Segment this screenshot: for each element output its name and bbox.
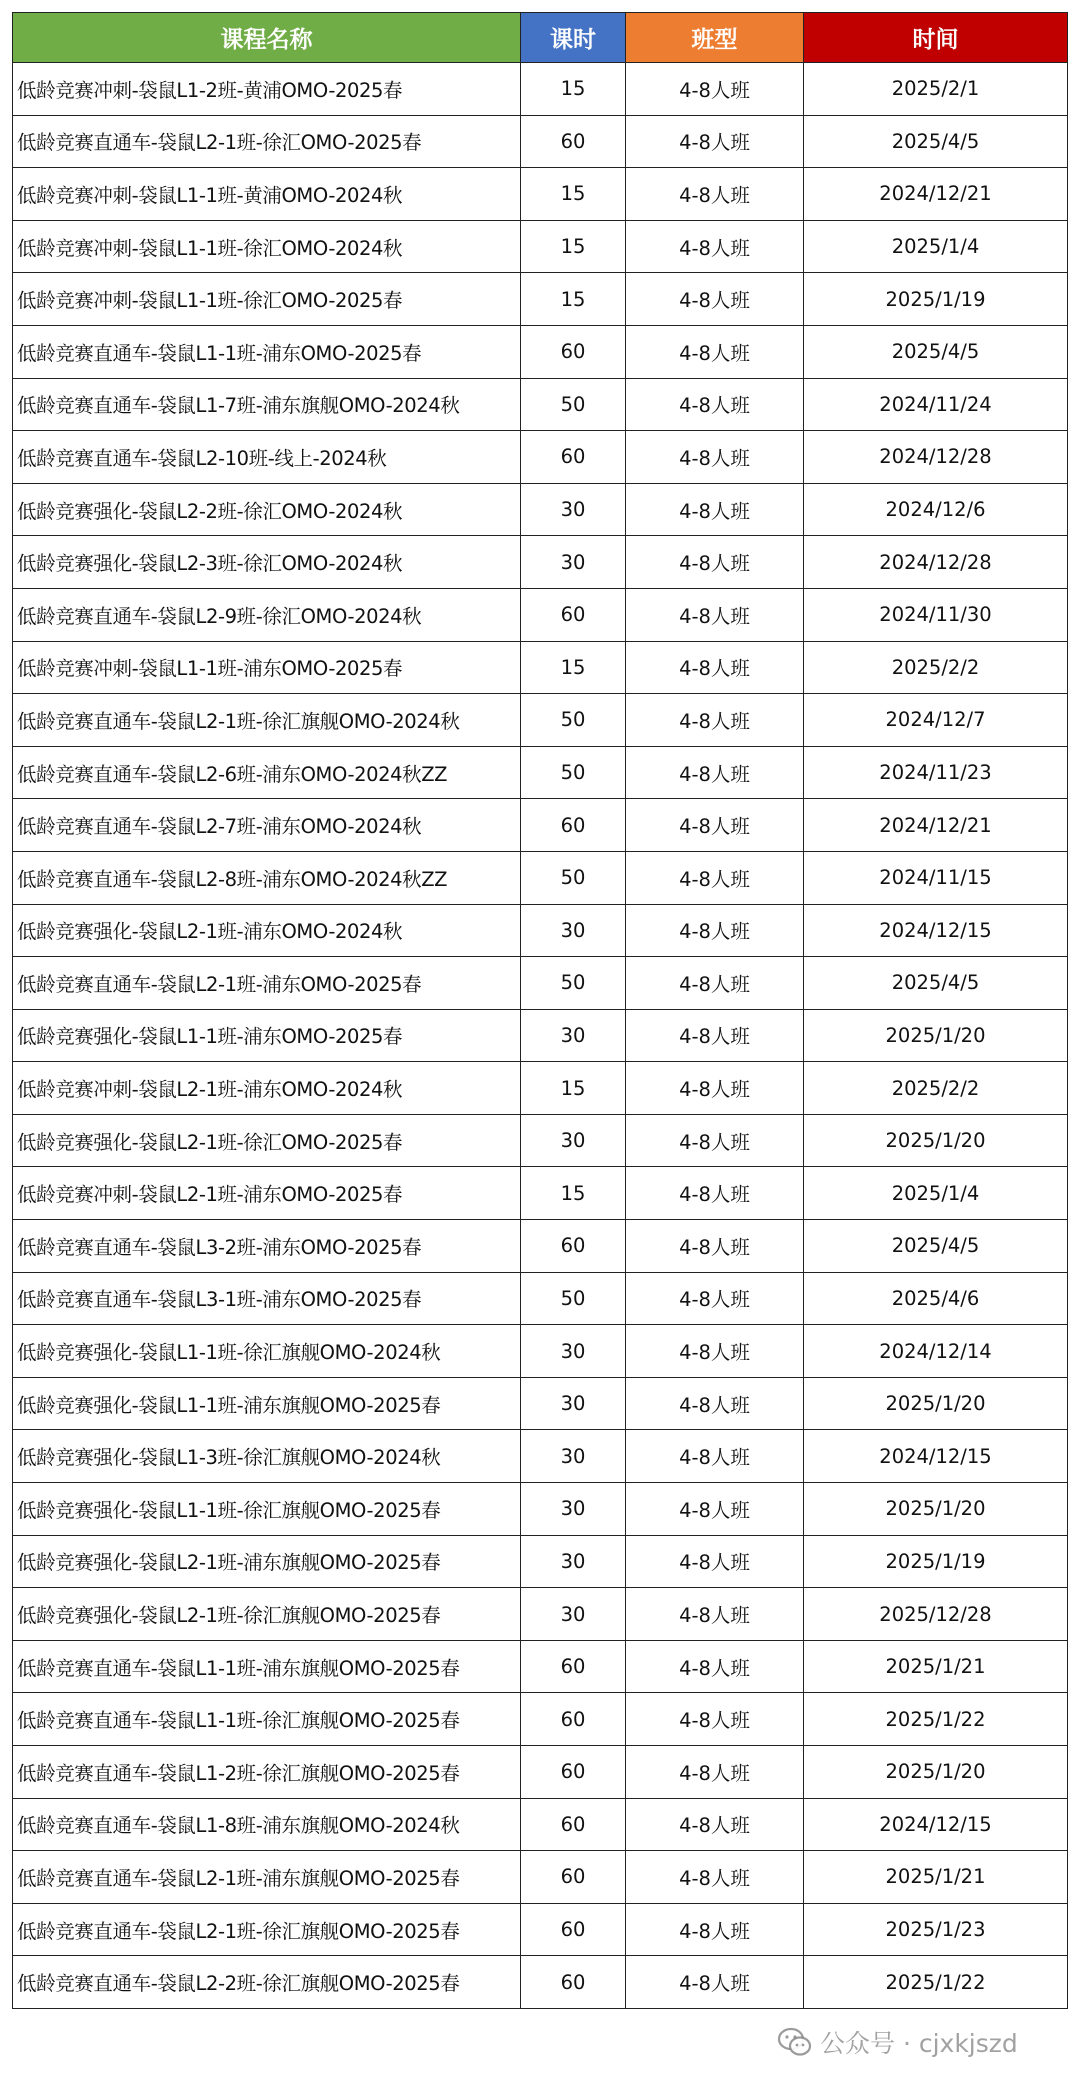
course-name-cell: 低龄竞赛冲刺-袋鼠L1-1班-徐汇OMO-2025春 (13, 273, 521, 326)
course-name-cell: 低龄竞赛直通车-袋鼠L2-8班-浦东OMO-2024秋ZZ (13, 851, 521, 904)
class-type-cell: 4-8人班 (626, 641, 804, 694)
table-row (13, 1851, 1068, 1904)
table-row (13, 746, 1068, 799)
hours-cell: 60 (521, 1746, 626, 1799)
date-cell: 2025/1/19 (804, 273, 1068, 326)
hours-cell: 30 (521, 1377, 626, 1430)
table-row (13, 1167, 1068, 1220)
table-row (13, 641, 1068, 694)
course-name-cell: 低龄竞赛强化-袋鼠L1-1班-徐汇旗舰OMO-2025春 (13, 1483, 521, 1536)
class-type-cell: 4-8人班 (626, 1535, 804, 1588)
table-header (13, 13, 1068, 63)
hours-cell: 30 (521, 1588, 626, 1641)
course-name-cell: 低龄竞赛直通车-袋鼠L1-1班-浦东旗舰OMO-2025春 (13, 1640, 521, 1693)
hours-cell: 60 (521, 325, 626, 378)
date-cell: 2024/12/28 (804, 536, 1068, 589)
hours-cell: 15 (521, 220, 626, 273)
date-cell: 2025/4/5 (804, 957, 1068, 1010)
course-name-cell: 低龄竞赛冲刺-袋鼠L2-1班-浦东OMO-2024秋 (13, 1062, 521, 1115)
date-cell: 2024/12/28 (804, 431, 1068, 484)
date-cell: 2025/1/22 (804, 1956, 1068, 2009)
hours-cell: 50 (521, 694, 626, 747)
hours-cell: 15 (521, 1167, 626, 1220)
class-type-cell: 4-8人班 (626, 904, 804, 957)
date-cell: 2025/1/20 (804, 1114, 1068, 1167)
table-row (13, 1430, 1068, 1483)
hours-cell: 30 (521, 483, 626, 536)
date-cell: 2024/12/7 (804, 694, 1068, 747)
hours-cell: 15 (521, 63, 626, 116)
date-cell: 2025/1/20 (804, 1377, 1068, 1430)
course-name-cell: 低龄竞赛直通车-袋鼠L2-1班-浦东OMO-2025春 (13, 957, 521, 1010)
table-row (13, 536, 1068, 589)
date-cell: 2025/4/5 (804, 325, 1068, 378)
class-type-cell: 4-8人班 (626, 1325, 804, 1378)
date-cell: 2024/12/6 (804, 483, 1068, 536)
date-cell: 2025/12/28 (804, 1588, 1068, 1641)
class-type-cell: 4-8人班 (626, 694, 804, 747)
class-type-cell: 4-8人班 (626, 1483, 804, 1536)
watermark (778, 2024, 1018, 2060)
hours-cell: 30 (521, 1535, 626, 1588)
table-row (13, 431, 1068, 484)
table-row (13, 1746, 1068, 1799)
date-cell: 2025/1/20 (804, 1483, 1068, 1536)
course-name-cell: 低龄竞赛直通车-袋鼠L3-1班-浦东OMO-2025春 (13, 1272, 521, 1325)
course-name-cell: 低龄竞赛直通车-袋鼠L2-9班-徐汇OMO-2024秋 (13, 588, 521, 641)
hours-cell: 60 (521, 1798, 626, 1851)
hours-cell: 60 (521, 431, 626, 484)
date-cell: 2024/11/24 (804, 378, 1068, 431)
class-type-cell: 4-8人班 (626, 1956, 804, 2009)
course-name-cell: 低龄竞赛直通车-袋鼠L1-2班-徐汇旗舰OMO-2025春 (13, 1746, 521, 1799)
hours-cell: 50 (521, 746, 626, 799)
hours-cell: 60 (521, 115, 626, 168)
table-row (13, 1114, 1068, 1167)
table-row (13, 957, 1068, 1010)
watermark-text: 公众号 · cjxkjszd (820, 2029, 1018, 2058)
course-name-cell: 低龄竞赛直通车-袋鼠L1-1班-徐汇旗舰OMO-2025春 (13, 1693, 521, 1746)
class-type-cell: 4-8人班 (626, 1851, 804, 1904)
date-cell: 2025/2/1 (804, 63, 1068, 116)
class-type-cell: 4-8人班 (626, 483, 804, 536)
course-name-cell: 低龄竞赛直通车-袋鼠L2-1班-徐汇旗舰OMO-2024秋 (13, 694, 521, 747)
table-row (13, 694, 1068, 747)
class-type-cell: 4-8人班 (626, 799, 804, 852)
hours-cell: 15 (521, 273, 626, 326)
class-type-cell: 4-8人班 (626, 1430, 804, 1483)
header-hours: 课时 (521, 13, 626, 63)
table-row (13, 273, 1068, 326)
hours-cell: 60 (521, 1956, 626, 2009)
class-type-cell: 4-8人班 (626, 325, 804, 378)
table-row (13, 1009, 1068, 1062)
table-row (13, 1272, 1068, 1325)
class-type-cell: 4-8人班 (626, 746, 804, 799)
course-name-cell: 低龄竞赛冲刺-袋鼠L1-1班-黄浦OMO-2024秋 (13, 168, 521, 221)
table-row (13, 904, 1068, 957)
date-cell: 2024/11/23 (804, 746, 1068, 799)
hours-cell: 60 (521, 1903, 626, 1956)
table-row (13, 1483, 1068, 1536)
date-cell: 2024/12/21 (804, 168, 1068, 221)
class-type-cell: 4-8人班 (626, 588, 804, 641)
class-type-cell: 4-8人班 (626, 63, 804, 116)
header-row (13, 13, 1068, 63)
course-name-cell: 低龄竞赛直通车-袋鼠L2-1班-浦东旗舰OMO-2025春 (13, 1851, 521, 1904)
date-cell: 2025/1/20 (804, 1746, 1068, 1799)
table-row (13, 1798, 1068, 1851)
course-name-cell: 低龄竞赛强化-袋鼠L2-1班-浦东OMO-2024秋 (13, 904, 521, 957)
hours-cell: 50 (521, 378, 626, 431)
class-type-cell: 4-8人班 (626, 1640, 804, 1693)
class-type-cell: 4-8人班 (626, 957, 804, 1010)
course-name-cell: 低龄竞赛直通车-袋鼠L1-8班-浦东旗舰OMO-2024秋 (13, 1798, 521, 1851)
date-cell: 2024/12/15 (804, 1798, 1068, 1851)
hours-cell: 60 (521, 1220, 626, 1273)
course-name-cell: 低龄竞赛强化-袋鼠L1-1班-徐汇旗舰OMO-2024秋 (13, 1325, 521, 1378)
date-cell: 2025/1/22 (804, 1693, 1068, 1746)
course-name-cell: 低龄竞赛直通车-袋鼠L2-1班-徐汇OMO-2025春 (13, 115, 521, 168)
wechat-icon (778, 2027, 812, 2057)
hours-cell: 50 (521, 1272, 626, 1325)
header-course-name: 课程名称 (13, 13, 521, 63)
class-type-cell: 4-8人班 (626, 1798, 804, 1851)
class-type-cell: 4-8人班 (626, 1903, 804, 1956)
course-name-cell: 低龄竞赛直通车-袋鼠L2-1班-徐汇旗舰OMO-2025春 (13, 1903, 521, 1956)
course-name-cell: 低龄竞赛冲刺-袋鼠L1-1班-徐汇OMO-2024秋 (13, 220, 521, 273)
hours-cell: 30 (521, 1009, 626, 1062)
class-type-cell: 4-8人班 (626, 1114, 804, 1167)
date-cell: 2025/2/2 (804, 1062, 1068, 1115)
table-row (13, 378, 1068, 431)
hours-cell: 30 (521, 1430, 626, 1483)
table-row (13, 220, 1068, 273)
hours-cell: 15 (521, 168, 626, 221)
date-cell: 2024/11/30 (804, 588, 1068, 641)
class-type-cell: 4-8人班 (626, 168, 804, 221)
table-row (13, 1588, 1068, 1641)
table-row (13, 1062, 1068, 1115)
date-cell: 2025/4/5 (804, 115, 1068, 168)
table-row (13, 799, 1068, 852)
header-date: 时间 (804, 13, 1068, 63)
course-name-cell: 低龄竞赛强化-袋鼠L2-1班-徐汇OMO-2025春 (13, 1114, 521, 1167)
hours-cell: 30 (521, 1483, 626, 1536)
course-name-cell: 低龄竞赛强化-袋鼠L1-1班-浦东OMO-2025春 (13, 1009, 521, 1062)
date-cell: 2024/12/14 (804, 1325, 1068, 1378)
table-row (13, 483, 1068, 536)
table-row (13, 1220, 1068, 1273)
course-name-cell: 低龄竞赛直通车-袋鼠L1-7班-浦东旗舰OMO-2024秋 (13, 378, 521, 431)
table-row (13, 1640, 1068, 1693)
hours-cell: 50 (521, 851, 626, 904)
class-type-cell: 4-8人班 (626, 1167, 804, 1220)
table-row (13, 168, 1068, 221)
course-name-cell: 低龄竞赛直通车-袋鼠L2-7班-浦东OMO-2024秋 (13, 799, 521, 852)
class-type-cell: 4-8人班 (626, 378, 804, 431)
course-name-cell: 低龄竞赛直通车-袋鼠L1-1班-浦东OMO-2025春 (13, 325, 521, 378)
date-cell: 2024/12/15 (804, 1430, 1068, 1483)
date-cell: 2025/2/2 (804, 641, 1068, 694)
header-class-type: 班型 (626, 13, 804, 63)
class-type-cell: 4-8人班 (626, 1220, 804, 1273)
class-type-cell: 4-8人班 (626, 1746, 804, 1799)
date-cell: 2025/4/5 (804, 1220, 1068, 1273)
class-type-cell: 4-8人班 (626, 1062, 804, 1115)
date-cell: 2025/1/21 (804, 1640, 1068, 1693)
hours-cell: 30 (521, 1114, 626, 1167)
table-row (13, 588, 1068, 641)
hours-cell: 30 (521, 904, 626, 957)
table-row (13, 1693, 1068, 1746)
class-type-cell: 4-8人班 (626, 1009, 804, 1062)
class-type-cell: 4-8人班 (626, 1693, 804, 1746)
course-name-cell: 低龄竞赛直通车-袋鼠L2-2班-徐汇旗舰OMO-2025春 (13, 1956, 521, 2009)
class-type-cell: 4-8人班 (626, 431, 804, 484)
class-type-cell: 4-8人班 (626, 115, 804, 168)
course-name-cell: 低龄竞赛直通车-袋鼠L2-6班-浦东OMO-2024秋ZZ (13, 746, 521, 799)
class-type-cell: 4-8人班 (626, 851, 804, 904)
table-row (13, 851, 1068, 904)
table-row (13, 1325, 1068, 1378)
class-type-cell: 4-8人班 (626, 220, 804, 273)
hours-cell: 30 (521, 536, 626, 589)
table-row (13, 115, 1068, 168)
course-table (12, 12, 1068, 2009)
course-name-cell: 低龄竞赛冲刺-袋鼠L1-1班-浦东OMO-2025春 (13, 641, 521, 694)
date-cell: 2024/12/15 (804, 904, 1068, 957)
table-row (13, 1377, 1068, 1430)
hours-cell: 30 (521, 1325, 626, 1378)
date-cell: 2025/1/4 (804, 1167, 1068, 1220)
class-type-cell: 4-8人班 (626, 1588, 804, 1641)
hours-cell: 60 (521, 1640, 626, 1693)
class-type-cell: 4-8人班 (626, 536, 804, 589)
class-type-cell: 4-8人班 (626, 273, 804, 326)
hours-cell: 60 (521, 799, 626, 852)
class-type-cell: 4-8人班 (626, 1377, 804, 1430)
table-row (13, 1535, 1068, 1588)
course-name-cell: 低龄竞赛直通车-袋鼠L2-10班-线上-2024秋 (13, 431, 521, 484)
course-name-cell: 低龄竞赛强化-袋鼠L2-3班-徐汇OMO-2024秋 (13, 536, 521, 589)
table-row (13, 1903, 1068, 1956)
date-cell: 2024/12/21 (804, 799, 1068, 852)
date-cell: 2024/11/15 (804, 851, 1068, 904)
table-row (13, 1956, 1068, 2009)
table-row (13, 325, 1068, 378)
course-name-cell: 低龄竞赛强化-袋鼠L1-1班-浦东旗舰OMO-2025春 (13, 1377, 521, 1430)
hours-cell: 15 (521, 1062, 626, 1115)
date-cell: 2025/1/20 (804, 1009, 1068, 1062)
table-row (13, 63, 1068, 116)
date-cell: 2025/1/19 (804, 1535, 1068, 1588)
course-name-cell: 低龄竞赛冲刺-袋鼠L1-2班-黄浦OMO-2025春 (13, 63, 521, 116)
course-name-cell: 低龄竞赛直通车-袋鼠L3-2班-浦东OMO-2025春 (13, 1220, 521, 1273)
date-cell: 2025/1/21 (804, 1851, 1068, 1904)
hours-cell: 50 (521, 957, 626, 1010)
course-name-cell: 低龄竞赛强化-袋鼠L1-3班-徐汇旗舰OMO-2024秋 (13, 1430, 521, 1483)
hours-cell: 60 (521, 1693, 626, 1746)
hours-cell: 60 (521, 1851, 626, 1904)
date-cell: 2025/1/23 (804, 1903, 1068, 1956)
table-body (13, 63, 1068, 2009)
hours-cell: 15 (521, 641, 626, 694)
date-cell: 2025/1/4 (804, 220, 1068, 273)
class-type-cell: 4-8人班 (626, 1272, 804, 1325)
course-name-cell: 低龄竞赛强化-袋鼠L2-2班-徐汇OMO-2024秋 (13, 483, 521, 536)
course-name-cell: 低龄竞赛强化-袋鼠L2-1班-浦东旗舰OMO-2025春 (13, 1535, 521, 1588)
course-name-cell: 低龄竞赛冲刺-袋鼠L2-1班-浦东OMO-2025春 (13, 1167, 521, 1220)
hours-cell: 60 (521, 588, 626, 641)
course-name-cell: 低龄竞赛强化-袋鼠L2-1班-徐汇旗舰OMO-2025春 (13, 1588, 521, 1641)
date-cell: 2025/4/6 (804, 1272, 1068, 1325)
